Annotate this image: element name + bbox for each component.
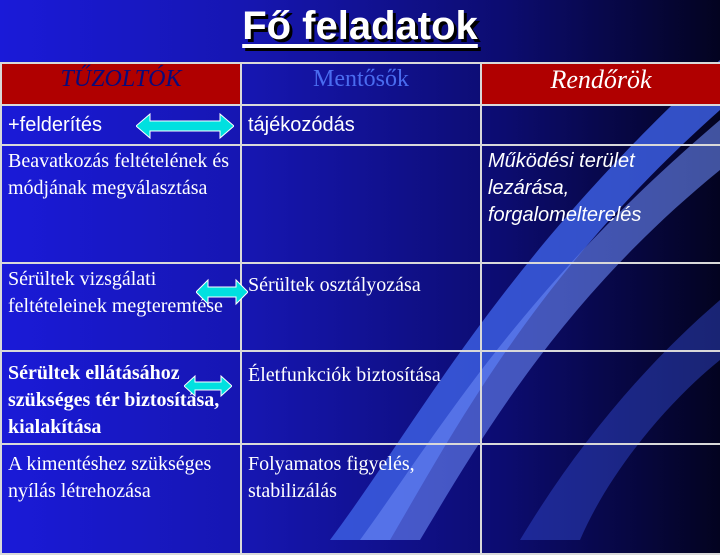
table-row — [1, 263, 720, 351]
table-row — [1, 351, 720, 444]
double-arrow-icon — [184, 374, 232, 398]
row3-col1: Sérültek vizsgálati feltételeinek megteremtése — [1, 263, 241, 351]
header-row — [1, 63, 720, 105]
header-cell-mentok: Mentősők — [241, 63, 481, 105]
double-arrow-icon — [136, 112, 234, 140]
row4-col2: Életfunkciók biztosítása — [241, 351, 481, 444]
row2-col3: Működési terület lezárása, forgalomelterelés — [481, 145, 720, 263]
table-row — [1, 105, 720, 145]
row5-col1: A kimentéshez szükséges nyílás létrehozása — [1, 444, 241, 554]
header-cell-tuzoltok: TŰZOLTÓK — [1, 63, 241, 105]
row1-col1: +felderítés — [1, 105, 241, 145]
row4-col1: Sérültek ellátásához szükséges tér biztosítása, kialakítása — [1, 351, 241, 444]
row3-col2: Sérültek osztályozása — [241, 263, 481, 351]
row3-col3 — [481, 263, 720, 351]
row1-col2: tájékozódás — [241, 105, 481, 145]
page-title: Fő feladatok — [242, 4, 478, 48]
table-row — [1, 444, 720, 554]
row4-col3 — [481, 351, 720, 444]
row5-col3 — [481, 444, 720, 554]
header-cell-rendorok: Rendőrök — [481, 63, 720, 105]
row2-col2 — [241, 145, 481, 263]
row1-col3 — [481, 105, 720, 145]
row2-col1: Beavatkozás feltételének és módjának megválasztása — [1, 145, 241, 263]
row5-col2: Folyamatos figyelés, stabilizálás — [241, 444, 481, 554]
tasks-table — [0, 62, 720, 555]
table-row — [1, 145, 720, 263]
double-arrow-icon — [196, 278, 248, 306]
